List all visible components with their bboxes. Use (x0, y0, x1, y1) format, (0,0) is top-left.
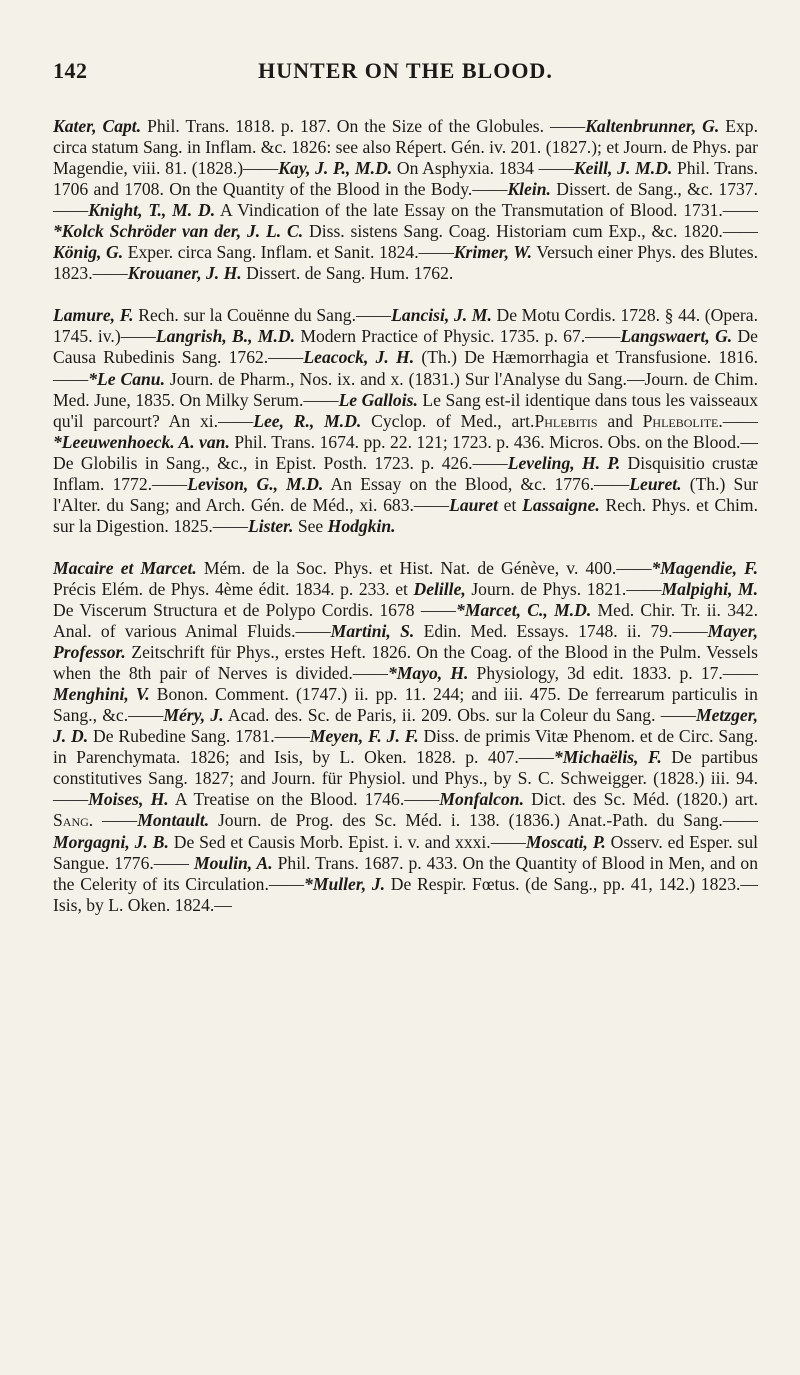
author-name: König, G. (53, 242, 124, 263)
author-name: Moises, H. (88, 789, 169, 810)
author-name: Langswaert, G. (620, 326, 733, 347)
book-page (53, 58, 758, 916)
page-number: 142 (53, 58, 88, 83)
bibliography-body (53, 116, 758, 916)
citation-text: Dissert. de Sang., &c. 1737.—— (53, 179, 758, 221)
citation-text: Le Sang est-il identique dans tous les vaisseaux qu'il parcourt? An xi.—— (53, 389, 758, 431)
citation-text: Edin. Med. Essays. 1748. ii. 79.—— (414, 621, 708, 642)
citation-text: (Th.) Sur l'Alter. du Sang; and Arch. Gén. de Méd., xi. 683.—— (53, 473, 759, 515)
author-name: Meyen, F. J. F. (309, 726, 419, 747)
citation-text: Physiology, 3d edit. 1833. p. 17.—— (468, 663, 758, 684)
author-name: Leveling, H. P. (507, 452, 621, 473)
author-name: Kater, Capt. (53, 116, 142, 136)
citation-text: De Viscerum Structura et de Polypo Cordis. 1678 —— (53, 599, 457, 620)
citation-text: Phil. Trans. 1674. pp. 22. 121; 1723. p. 436. Micros. Obs. on the Blood.—De Globilis in Sang., &c., in Epist. Posth. 1723. p. 426.—— (53, 431, 758, 473)
citation-text: On Asphyxia. 1834 —— (392, 158, 574, 179)
citation-text: Med. Chir. Tr. ii. 342. Anal. of various Animal Fluids.—— (53, 599, 758, 642)
author-name: Monfalcon. (439, 789, 524, 810)
citation-text: De Motu Cordis. 1728. § 44. (Opera. 1745. iv.)—— (53, 305, 758, 347)
citation-text: De Respir. Fœtus. (de Sang., pp. 41, 142.) 1823.—Isis, by L. Oken. 1824.— (53, 873, 758, 915)
author-name: *Le Canu. (88, 368, 165, 389)
citation-text: Osserv. ed Esper. sul Sangue. 1776.—— (53, 831, 759, 873)
bibliography-paragraph-l (53, 305, 758, 537)
author-name: *Leeuwenhoeck. A. van. (53, 431, 230, 452)
author-name: Lassaigne. (522, 494, 600, 515)
author-name: Lamure, F. (53, 305, 134, 326)
author-name: *Muller, J. (304, 873, 386, 894)
citation-text: Rech. sur la Couënne du Sang.—— (133, 305, 392, 326)
citation-text: Zeitschrift für Phys., erstes Heft. 1826. On the Coag. of the Blood in the Pulm. Vessels when the 8th pair of Nerves is divided.—— (53, 642, 758, 684)
author-name: Kaltenbrunner, G. (585, 116, 720, 136)
author-name: Méry, J. (163, 705, 224, 726)
page-header (53, 58, 758, 94)
citation-text: Phil. Trans. 1706 and 1708. On the Quantity of the Blood in the Body.—— (53, 158, 758, 200)
citation-text: Diss. de primis Vitæ Phenom. et de Circ. Sang. in Parenchymata. 1826; and Isis, by L. Oken. 1828. p. 407.—— (53, 726, 758, 768)
author-name: Malpighi, M. (661, 578, 758, 599)
citation-text: Diss. sistens Sang. Coag. Historiam cum Exp., &c. 1820.—— (303, 221, 759, 242)
article-term: Sang (53, 810, 89, 831)
author-name: *Mayo, H. (387, 663, 469, 684)
author-name: Mayer, Professor. (53, 621, 759, 663)
author-name: Keill, J. M.D. (573, 158, 673, 179)
author-name: *Michaëlis, F. (553, 747, 662, 768)
author-name: Langrish, B., M.D. (155, 326, 296, 347)
author-name: *Kolck Schröder van der, J. L. C. (53, 221, 304, 242)
author-name: Menghini, V. (53, 684, 150, 705)
citation-text: Dissert. de Sang. Hum. 1762. (241, 263, 454, 284)
author-name: Krimer, W. (453, 242, 533, 263)
citation-text: Disquisitio crustæ Inflam. 1772.—— (53, 452, 758, 494)
citation-text: A Vindication of the late Essay on the Transmutation of Blood. 1731.—— (215, 200, 758, 221)
author-name: Levison, G., M.D. (187, 473, 324, 494)
author-name: Klein. (507, 179, 551, 200)
citation-text: Modern Practice of Physic. 1735. p. 67.—— (295, 326, 621, 347)
citation-text: Journ. de Phys. 1821.—— (465, 578, 662, 599)
citation-text: Versuch einer Phys. des Blutes. 1823.—— (53, 242, 759, 284)
citation-text: . —— (88, 810, 138, 831)
author-name: *Marcet, C., M.D. (456, 599, 592, 620)
citation-text: Dict. des Sc. Méd. (1820.) art. (523, 789, 758, 810)
citation-text: Bonon. Comment. (1747.) ii. pp. 11. 244; and iii. 475. De ferrearum particulis in Sang., &c.—— (53, 684, 758, 726)
citation-text: De Rubedine Sang. 1781.—— (88, 726, 310, 747)
citation-text: De Sed et Causis Morb. Epist. i. v. and xxxi.—— (168, 831, 526, 852)
citation-text: Cyclop. of Med., art. (361, 410, 535, 431)
author-name: *Magendie, F. (651, 557, 758, 578)
author-name: Lister. (247, 515, 294, 536)
citation-text: A Treatise on the Blood. 1746.—— (168, 789, 440, 810)
author-name: Leacock, J. H. (303, 347, 415, 368)
citation-text: et (497, 494, 523, 515)
author-name: Leuret. (629, 473, 682, 494)
author-name: Martini, S. (330, 621, 415, 642)
article-term: Phlebitis (534, 410, 598, 431)
citation-text: Mém. de la Soc. Phys. et Hist. Nat. de Génève, v. 400.—— (196, 557, 652, 578)
citation-text: Exper. circa Sang. Inflam. et Sanit. 1824.—— (123, 242, 454, 263)
citation-text: and (597, 410, 643, 431)
citation-text: .—— (718, 410, 758, 431)
article-term: Phlebolite (642, 410, 719, 431)
citation-text: Journ. de Prog. des Sc. Méd. i. 138. (1836.) Anat.-Path. du Sang.—— (209, 810, 758, 831)
citation-text: (Th.) De Hæmorrhagia et Transfusione. 1816.—— (53, 347, 758, 389)
citation-text: De partibus constitutives Sang. 1827; and Journ. für Physiol. und Phys., by S. C. Schweigger. (1828.) iii. 94.—— (53, 747, 758, 810)
bibliography-paragraph-m (53, 558, 758, 916)
author-name: Krouaner, J. H. (127, 263, 242, 284)
citation-text: Rech. Phys. et Chim. sur la Digestion. 1825.—— (53, 494, 758, 536)
citation-text: Phil. Trans. 1818. p. 187. On the Size of the Globules. —— (141, 116, 586, 136)
author-name: Morgagni, J. B. (53, 831, 169, 852)
citation-text: An Essay on the Blood, &c. 1776.—— (323, 473, 630, 494)
author-name: Moulin, A. (193, 852, 273, 873)
author-name: Knight, T., M. D. (88, 200, 216, 221)
citation-text: Journ. de Pharm., Nos. ix. and x. (1831.) Sur l'Analyse du Sang.—Journ. de Chim. Med. June, 1835. On Milky Serum.—— (53, 368, 758, 410)
citation-text: Acad. des. Sc. de Paris, ii. 209. Obs. sur la Coleur du Sang. —— (223, 705, 696, 726)
author-name: Kay, J. P., M.D. (278, 158, 393, 179)
author-name: Delille, (413, 578, 466, 599)
author-name: Lancisi, J. M. (391, 305, 492, 326)
citation-text: Exp. circa statum Sang. in Inflam. &c. 1826: see also Répert. Gén. iv. 201. (1827.); et Journ. de Phys. par Magendie, viii. 81. (1828.)—— (53, 116, 758, 179)
author-name: Metzger, J. D. (53, 705, 759, 747)
citation-text: De Causa Rubedinis Sang. 1762.—— (53, 326, 758, 368)
author-name: Macaire et Marcet. (53, 557, 197, 578)
bibliography-paragraph-k (53, 116, 758, 284)
author-name: Le Gallois. (338, 389, 418, 410)
author-name: Hodgkin. (327, 515, 396, 536)
citation-text: See (293, 515, 328, 536)
citation-text: Précis Elém. de Phys. 4ème édit. 1834. p. 233. et (53, 578, 414, 599)
running-title: HUNTER ON THE BLOOD. (258, 58, 553, 83)
author-name: Lee, R., M.D. (253, 410, 362, 431)
author-name: Lauret (449, 494, 498, 515)
citation-text: Phil. Trans. 1687. p. 433. On the Quantity of Blood in Men, and on the Celerity of its Circulation.—— (53, 852, 758, 894)
author-name: Montault. (137, 810, 210, 831)
author-name: Moscati, P. (525, 831, 606, 852)
